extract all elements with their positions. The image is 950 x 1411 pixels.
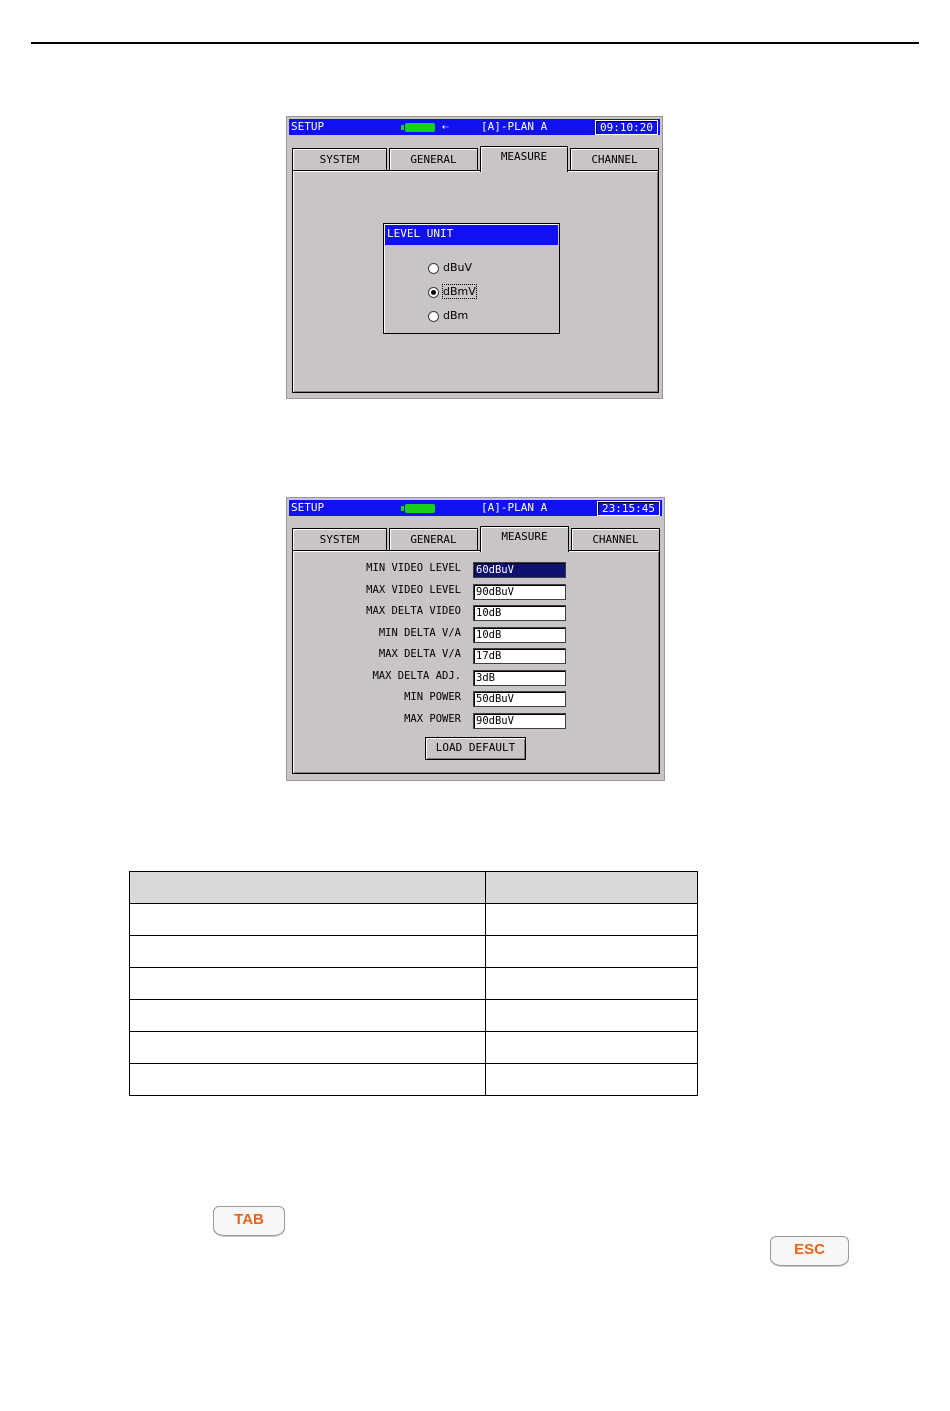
tab-general[interactable]: GENERAL: [389, 528, 478, 550]
field-label: MIN VIDEO LEVEL: [366, 562, 461, 574]
table-row: [130, 904, 698, 936]
table-cell: [130, 1032, 486, 1064]
table-cell: [130, 968, 486, 1000]
tab-general[interactable]: GENERAL: [389, 148, 478, 170]
dialog-title: LEVEL UNIT: [385, 225, 558, 245]
plan-label: [A]-PLAN A: [481, 120, 548, 133]
table-cell: [130, 904, 486, 936]
header-cell: [130, 872, 486, 904]
tab-key-icon: TAB: [213, 1206, 285, 1236]
field-label: MAX POWER: [404, 713, 461, 725]
table-header-row: [130, 872, 698, 904]
tab-measure[interactable]: MEASURE: [480, 146, 568, 172]
load-default-button[interactable]: LOAD DEFAULT: [425, 737, 526, 760]
table-cell: [130, 1064, 486, 1096]
table-row: [130, 1032, 698, 1064]
field-label: MIN DELTA V/A: [378, 627, 461, 639]
option-dbm[interactable]: [428, 308, 468, 324]
status-title: SETUP: [291, 501, 325, 514]
status-bar: [289, 119, 660, 135]
max-delta-video-input[interactable]: 10dB: [473, 605, 566, 621]
field-label: MAX DELTA V/A: [378, 648, 461, 660]
radio-selected-icon: [428, 287, 439, 298]
table-row: [130, 936, 698, 968]
plan-label: [A]-PLAN A: [481, 501, 548, 514]
battery-icon: [405, 123, 435, 132]
max-video-level-input[interactable]: 90dBuV: [473, 584, 566, 600]
tab-channel[interactable]: CHANNEL: [570, 148, 659, 170]
max-delta-va-input[interactable]: 17dB: [473, 648, 566, 664]
usb-icon: ⇠: [442, 120, 449, 133]
setup-screen-level-unit: [286, 116, 663, 399]
table-cell: [130, 936, 486, 968]
field-label: MAX DELTA ADJ.: [372, 670, 461, 682]
max-power-input[interactable]: 90dBuV: [473, 713, 566, 729]
option-dbuv[interactable]: [428, 260, 472, 276]
field-label: MAX DELTA VIDEO: [366, 605, 461, 617]
table-cell: [486, 1000, 698, 1032]
option-label: dBmV: [443, 285, 476, 298]
setup-screen-measure: [286, 497, 665, 781]
table-row: [130, 968, 698, 1000]
esc-key-icon: ESC: [770, 1236, 849, 1266]
status-bar: [289, 500, 662, 516]
min-video-level-input[interactable]: 60dBuV: [473, 562, 566, 578]
option-dbmv[interactable]: [428, 284, 476, 300]
radio-icon: [428, 263, 439, 274]
level-unit-dialog: [383, 223, 560, 334]
table-row: [130, 1064, 698, 1096]
min-delta-va-input[interactable]: 10dB: [473, 627, 566, 643]
tab-system[interactable]: SYSTEM: [292, 528, 387, 550]
table-cell: [486, 1032, 698, 1064]
option-label: dBm: [443, 309, 469, 322]
tab-system[interactable]: SYSTEM: [292, 148, 387, 170]
clock-display: 09:10:20: [595, 120, 658, 135]
table-cell: [486, 968, 698, 1000]
min-power-input[interactable]: 50dBuV: [473, 691, 566, 707]
tab-channel[interactable]: CHANNEL: [571, 528, 660, 550]
battery-plug-icon: [405, 504, 435, 513]
table-cell: [130, 1000, 486, 1032]
max-delta-adj-input[interactable]: 3dB: [473, 670, 566, 686]
header-cell: [486, 872, 698, 904]
option-label: dBuV: [443, 261, 473, 274]
radio-icon: [428, 311, 439, 322]
table-cell: [486, 1064, 698, 1096]
clock-display: 23:15:45: [597, 501, 660, 516]
tab-measure[interactable]: MEASURE: [480, 526, 569, 552]
field-label: MAX VIDEO LEVEL: [366, 584, 461, 596]
table-cell: [486, 904, 698, 936]
field-label: MIN POWER: [404, 691, 461, 703]
table-row: [130, 1000, 698, 1032]
parameter-table: [129, 871, 698, 1096]
table-cell: [486, 936, 698, 968]
status-title: SETUP: [291, 120, 325, 133]
top-rule: [31, 42, 919, 44]
